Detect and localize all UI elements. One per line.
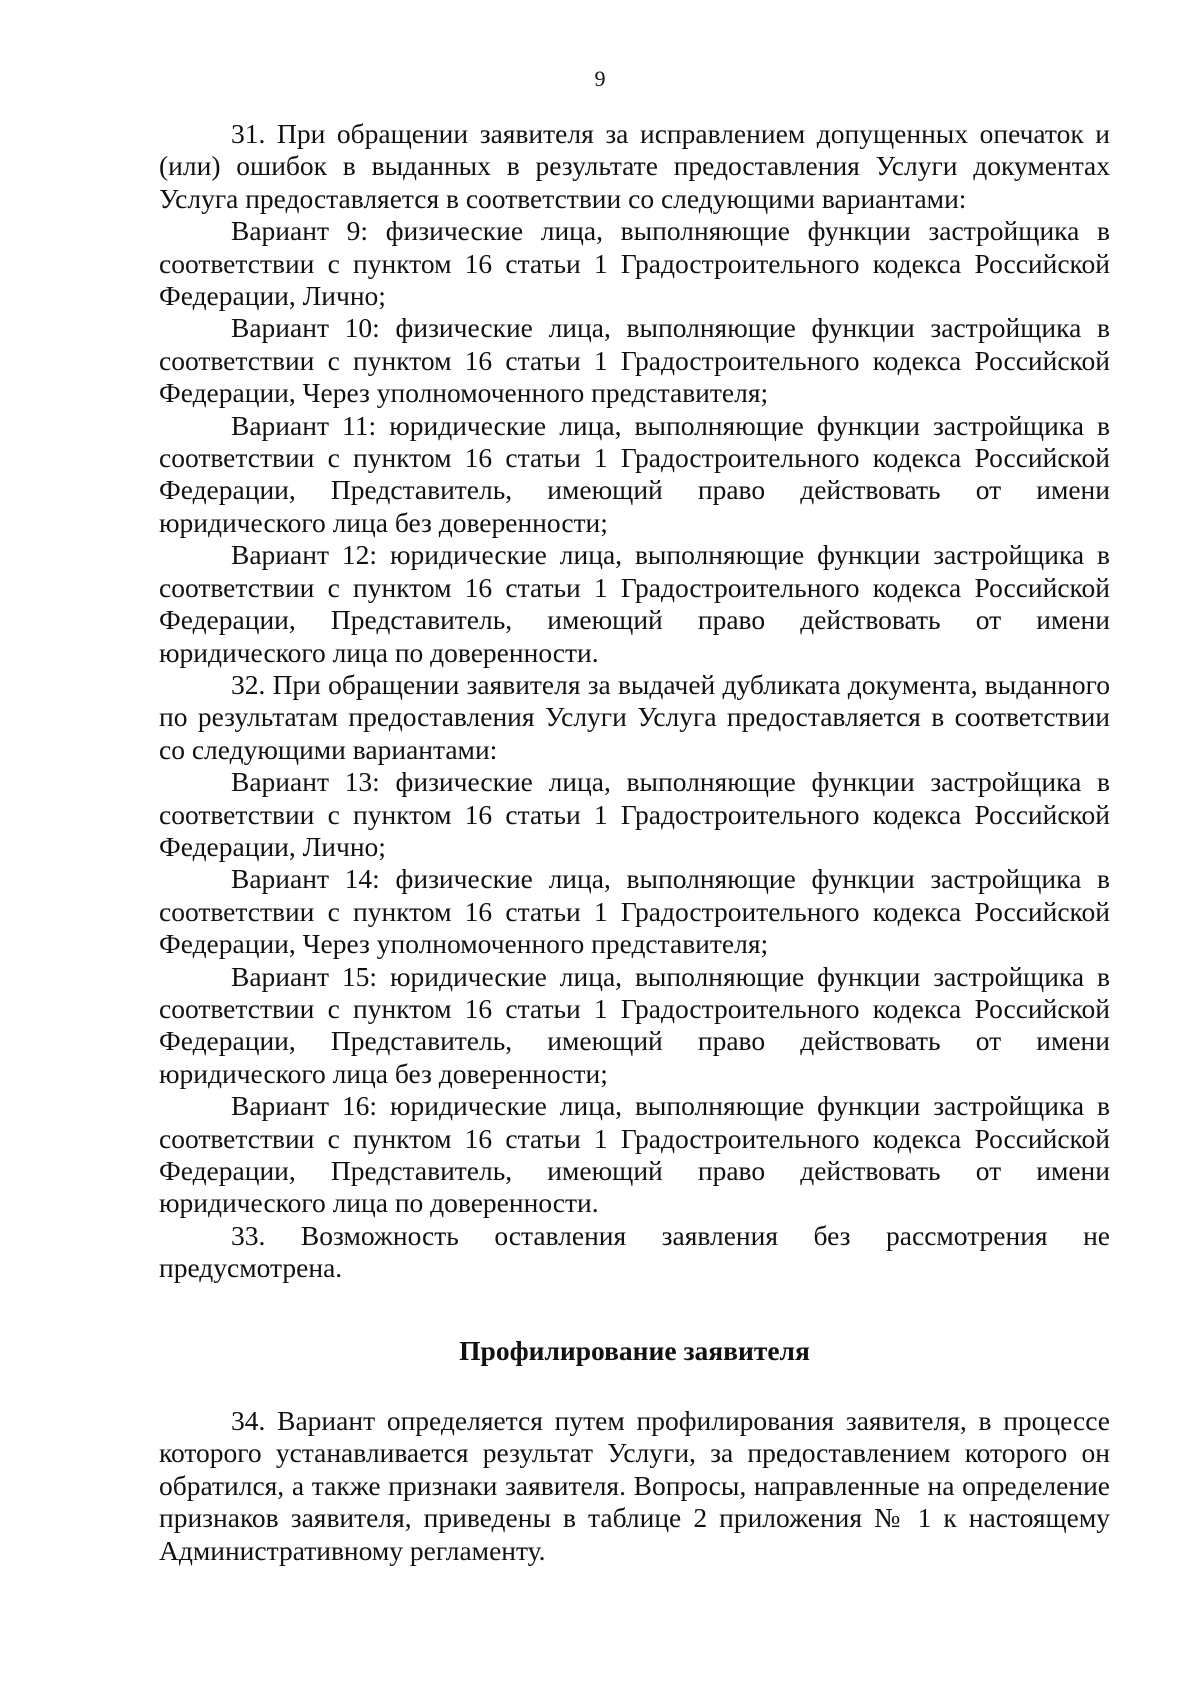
paragraph-variant-10: Вариант 10: физические лица, выполняющие функции застройщика в соответствии с пунктом 16 статьи 1 Градостроительного кодекса Российской Федерации, Через уполномоченного представителя; [159, 312, 1110, 409]
paragraph-variant-14: Вариант 14: физические лица, выполняющие функции застройщика в соответствии с пунктом 16 статьи 1 Градостроительного кодекса Российской Федерации, Через уполномоченного представителя; [159, 863, 1110, 960]
paragraph-variant-12: Вариант 12: юридические лица, выполняющие функции застройщика в соответствии с пунктом 16 статьи 1 Градостроительного кодекса Российской Федерации, Представитель, имеющий право действовать от имени юридического лица по доверенности. [159, 539, 1110, 668]
paragraph-variant-13: Вариант 13: физические лица, выполняющие функции застройщика в соответствии с пунктом 16 статьи 1 Градостроительного кодекса Российской Федерации, Лично; [159, 766, 1110, 862]
page-number: 9 [594, 66, 606, 91]
paragraph-variant-9: Вариант 9: физические лица, выполняющие функции застройщика в соответствии с пунктом 16 статьи 1 Градостроительного кодекса Российской Федерации, Лично; [159, 215, 1110, 312]
paragraph-31: 31. При обращении заявителя за исправлением допущенных опечаток и (или) ошибок в выданных в результате предоставления Услуги документах Услуга предоставляется в соответствии со следующими вариантами: [159, 118, 1110, 214]
paragraph-34: 34. Вариант определяется путем профилирования заявителя, в процессе которого устанавливается результат Услуги, за предоставлением которого он обратился, а также признаки заявителя. Вопросы, направленные на определение признаков заявителя, приведены в таблице 2 приложения № 1 к настоящему Административному регламенту. [159, 1405, 1110, 1566]
paragraph-variant-11: Вариант 11: юридические лица, выполняющие функции застройщика в соответствии с пунктом 16 статьи 1 Градостроительного кодекса Российской Федерации, Представитель, имеющий право действовать от имени юридического лица без доверенности; [159, 409, 1110, 538]
paragraph-33: 33. Возможность оставления заявления без рассмотрения не предусмотрена. [159, 1219, 1110, 1284]
paragraph-variant-16: Вариант 16: юридические лица, выполняющие функции застройщика в соответствии с пунктом 16 статьи 1 Градостроительного кодекса Российской Федерации, Представитель, имеющий право действовать от имени юридического лица по доверенности. [159, 1090, 1110, 1219]
paragraph-32: 32. При обращении заявителя за выдачей дубликата документа, выданного по результатам предоставления Услуги Услуга предоставляется в соответствии со следующими вариантами: [159, 668, 1110, 765]
document-body [159, 118, 1110, 1567]
paragraph-variant-15: Вариант 15: юридические лица, выполняющие функции застройщика в соответствии с пунктом 16 статьи 1 Градостроительного кодекса Российской Федерации, Представитель, имеющий право действовать от имени юридического лица без доверенности; [159, 960, 1110, 1089]
section-heading: Профилирование заявителя [459, 1334, 810, 1366]
